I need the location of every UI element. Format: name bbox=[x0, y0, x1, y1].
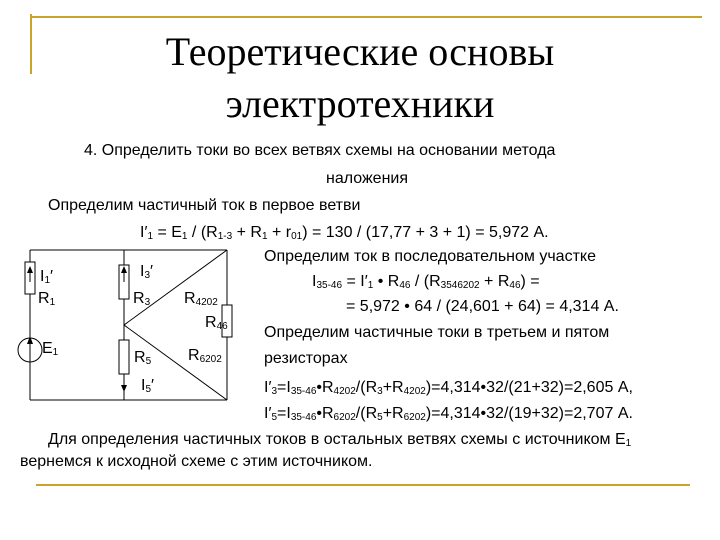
label-r46: $R_{46}$ bbox=[205, 314, 228, 332]
i5-arrow-head bbox=[121, 385, 127, 392]
label-r4202: $R_{4202}$ bbox=[184, 290, 218, 308]
seq-text: Определим ток в последовательном участке bbox=[264, 248, 596, 265]
formula-4: $I'_3=I_{35-46}•R_{4202}/(R_3+R_{4202})=4,314•32/(21+32)=2,605$ А, bbox=[264, 379, 633, 397]
label-r1: $R_1$ bbox=[38, 290, 56, 308]
partial-text-1: Определим частичные токи в третьем и пятом bbox=[264, 324, 610, 341]
task-line-2: наложения bbox=[326, 170, 409, 187]
formula-3: = 5,972 • 64 / (24,601 + 64) = 4,314 А. bbox=[346, 298, 619, 315]
label-r3: $R_3$ bbox=[133, 290, 151, 308]
formula-2: $I_{35-46} = I'_1$ • $R_{46} / (R_{3546202} + R_{46})$ = bbox=[312, 273, 540, 291]
label-i5: $I_5'$ bbox=[141, 377, 155, 395]
partial-text-2: резисторах bbox=[264, 350, 348, 367]
label-e1: $E_1$ bbox=[42, 340, 59, 358]
intro-text: Определим частичный ток в первое ветви bbox=[48, 197, 361, 214]
closing-line-2: вернемся к исходной схеме с этим источником. bbox=[20, 453, 373, 470]
task-line-1: 4. Определить токи во всех ветвях схемы на основании метода bbox=[84, 142, 556, 159]
title-line-1: Теоретические основы bbox=[165, 29, 555, 74]
label-r6202: $R_{6202}$ bbox=[188, 347, 222, 365]
formula-5: $I'_5=I_{35-46}•R_{6202}/(R_5+R_{6202})=4,314•32/(19+32)=2,707$ А. bbox=[264, 405, 633, 423]
label-r5: $R_5$ bbox=[134, 349, 152, 367]
label-i1: $I_1'$ bbox=[40, 268, 54, 286]
label-i3: $I_3'$ bbox=[140, 263, 154, 281]
title-line-2: электротехники bbox=[225, 81, 495, 126]
resistor-r5 bbox=[119, 340, 129, 374]
formula-1: $I'_1 = E_1 / (R_{1-3} + R_1 + r_{01}) = 130 / (17,77 + 3 + 1) = 5,972$ А. bbox=[140, 224, 549, 242]
closing-line-1: Для определения частичных токов в остальных ветвях схемы с источником $E_1$ bbox=[48, 431, 632, 449]
